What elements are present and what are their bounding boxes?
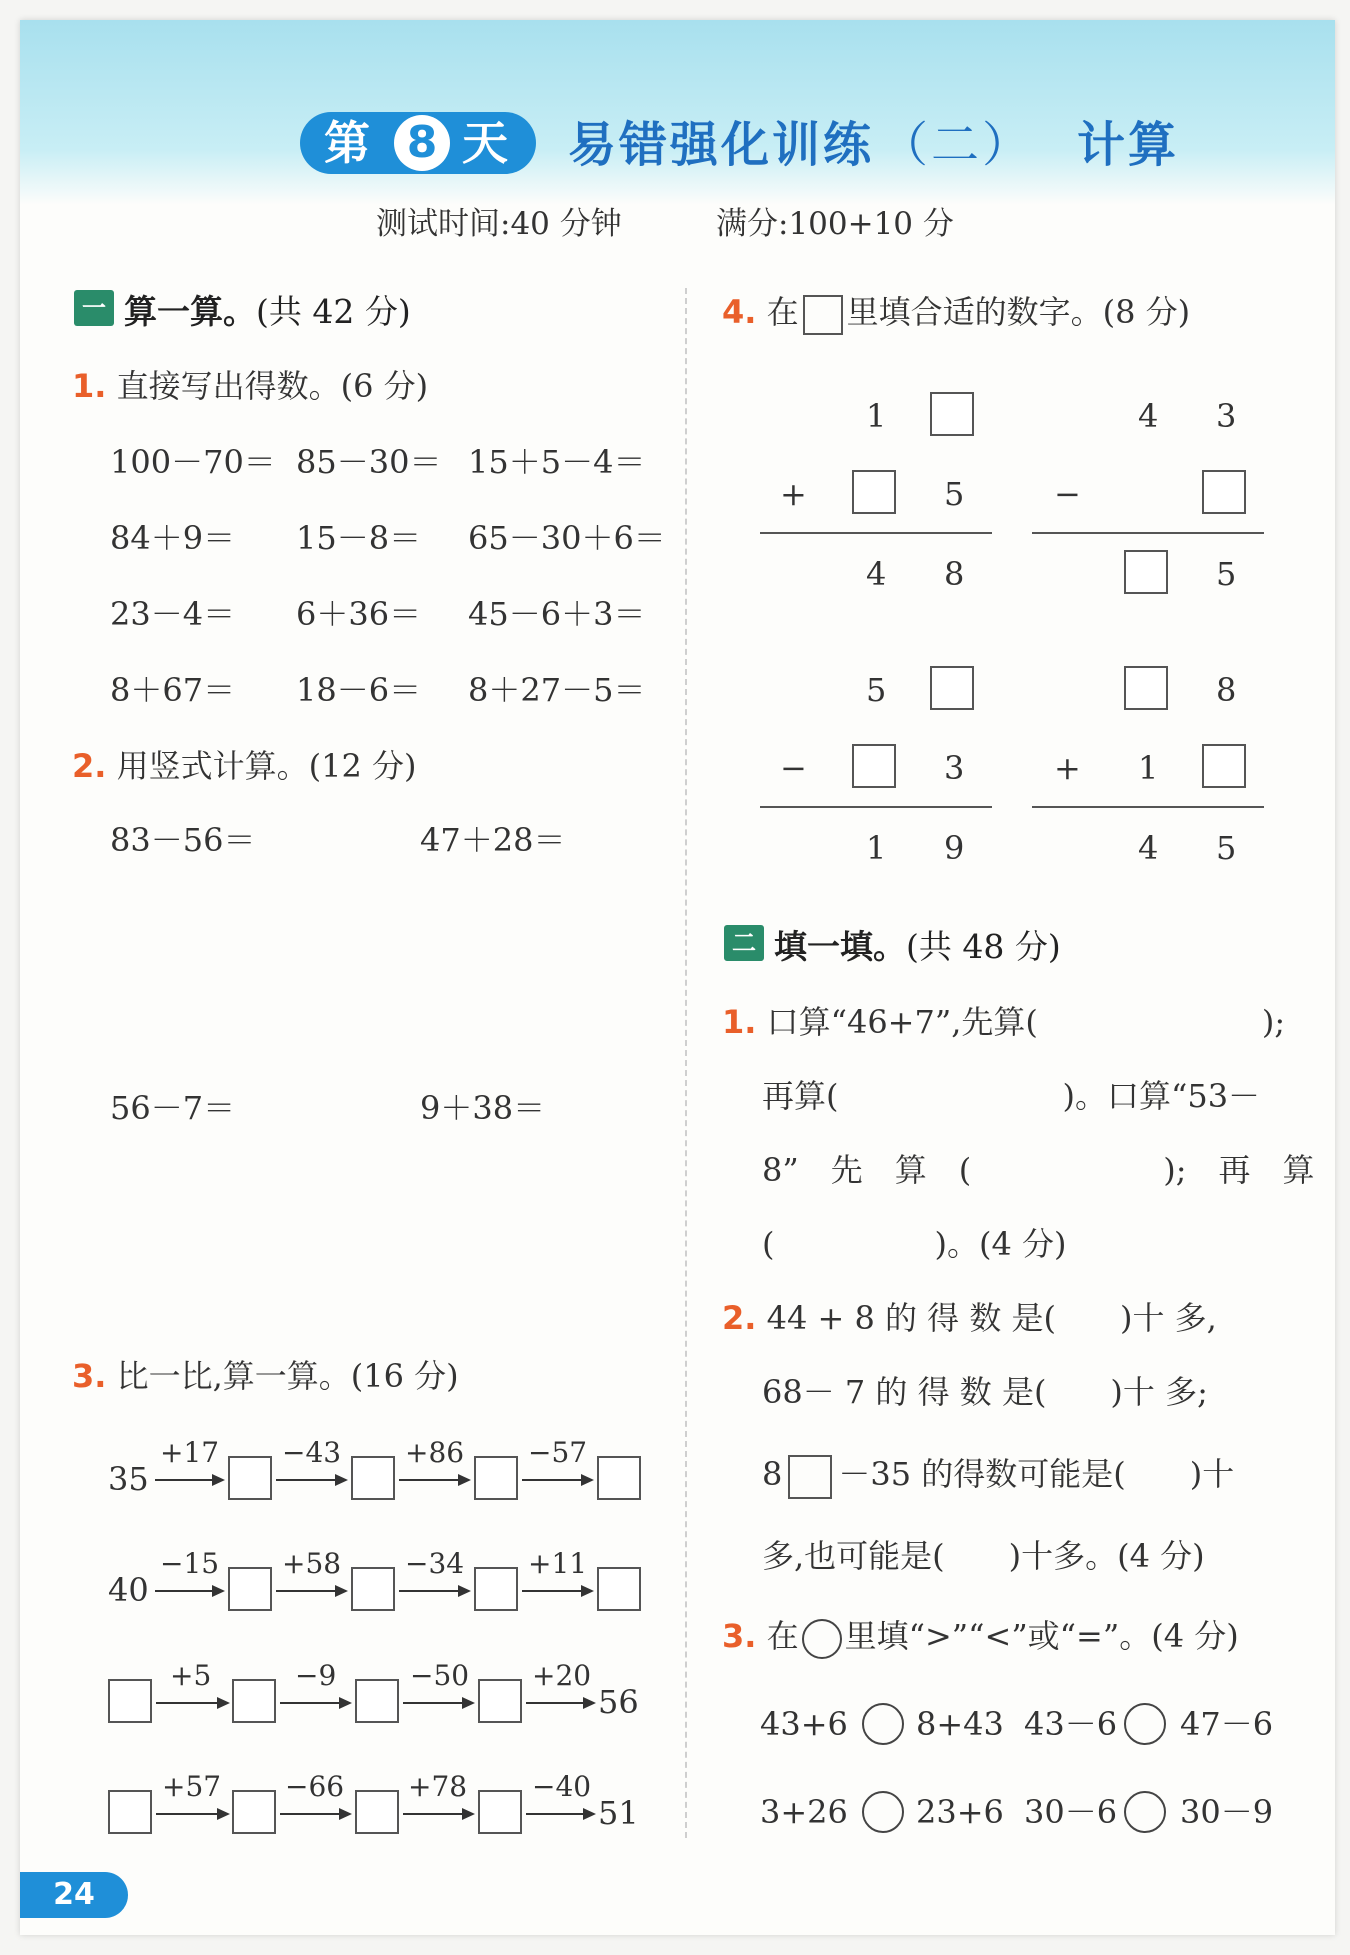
arrow (276, 1590, 346, 1592)
operator: + (1054, 749, 1081, 787)
answer-box[interactable] (351, 1567, 395, 1611)
day-badge-suffix: 天 (462, 116, 508, 170)
oral-item: 65－30＋6＝ (468, 519, 666, 557)
title-topic: 计算 (1077, 117, 1180, 173)
chain-op: −40 (532, 1770, 592, 1803)
vertical-item: 47＋28＝ (420, 821, 566, 859)
digit: 9 (944, 829, 965, 867)
section-two-icon: 二 (724, 925, 764, 961)
operator: − (1054, 475, 1081, 513)
chain-op: +11 (528, 1547, 588, 1580)
answer-box[interactable] (474, 1456, 518, 1500)
section-two-title-text: 填一填。 (774, 927, 906, 966)
vertical-item: 56－7＝ (110, 1089, 236, 1127)
compare-circle[interactable] (862, 1703, 904, 1745)
question-text-pre: 在 (766, 1617, 799, 1655)
chain-op: +58 (282, 1547, 342, 1580)
section-two-points: (共 48 分) (906, 927, 1061, 966)
question-2-1-line-1 (722, 1002, 1285, 1042)
chain-op: −57 (528, 1436, 588, 1469)
question-2-1-line-4: ( )。(4 分) (762, 1225, 1067, 1263)
oral-item: 84＋9＝ (110, 519, 236, 557)
answer-box[interactable] (228, 1567, 272, 1611)
test-time: 测试时间:40 分钟 (376, 206, 622, 242)
chain-op: +86 (405, 1436, 465, 1469)
oral-item: 8＋27－5＝ (468, 671, 646, 709)
oral-item: 8＋67＝ (110, 671, 236, 709)
oral-item: 23－4＝ (110, 595, 236, 633)
arrow (156, 1813, 228, 1815)
oral-item: 85－30＝ (296, 443, 442, 481)
arrow (522, 1590, 592, 1592)
compare-circle[interactable] (1124, 1703, 1166, 1745)
question-2-1-line-3: 8” 先 算 ( ); 再 算 (762, 1151, 1315, 1189)
compare-left: 30－6 (1024, 1793, 1118, 1831)
digit: 8 (1216, 671, 1237, 709)
question-number: 4. (722, 293, 757, 331)
question-text-post: 里填“>”“<”或“=”。(4 分) (844, 1617, 1239, 1655)
column-divider (685, 288, 687, 1838)
digit: 4 (866, 555, 887, 593)
answer-box[interactable] (108, 1679, 152, 1723)
chain-op: +78 (408, 1770, 468, 1803)
digit-box[interactable] (852, 470, 896, 514)
digit-box[interactable] (1124, 666, 1168, 710)
question-text: 44 + 8 的 得 数 是( )十 多, (766, 1299, 1217, 1337)
circle-symbol (802, 1619, 842, 1659)
section-one-title-text: 算一算。 (124, 292, 256, 331)
compare-right: 8+43 (916, 1705, 1004, 1743)
digit: 1 (1138, 749, 1159, 787)
answer-box[interactable] (597, 1567, 641, 1611)
day-number: 8 (394, 115, 450, 171)
chain-op: +17 (160, 1436, 220, 1469)
day-badge (300, 112, 536, 174)
question-1-2 (72, 746, 416, 786)
answer-box[interactable] (351, 1456, 395, 1500)
chain-end: 56 (598, 1683, 639, 1721)
chain-op: +20 (532, 1659, 592, 1692)
day-badge-prefix: 第 (324, 116, 370, 170)
question-1-4 (722, 292, 1190, 335)
question-number: 2. (722, 1299, 757, 1337)
arrow (276, 1479, 346, 1481)
compare-right: 47－6 (1180, 1705, 1274, 1743)
digit-box[interactable] (1202, 744, 1246, 788)
compare-left: 43+6 (760, 1705, 848, 1743)
question-text-pre: 在 (766, 293, 799, 331)
digit: 4 (1138, 829, 1159, 867)
arrow (403, 1813, 473, 1815)
section-two-title (774, 921, 1061, 968)
digit-box[interactable] (930, 392, 974, 436)
vertical-item: 83－56＝ (110, 821, 256, 859)
answer-box[interactable] (108, 1790, 152, 1834)
question-number: 1. (722, 1003, 757, 1041)
question-text: 用竖式计算。(12 分) (116, 747, 417, 785)
answer-box[interactable] (478, 1679, 522, 1723)
question-text: 比一比,算一算。(16 分) (116, 1357, 459, 1395)
arrow (399, 1590, 469, 1592)
oral-item: 45－6＋3＝ (468, 595, 646, 633)
digit: 1 (866, 397, 887, 435)
chain-end: 51 (598, 1794, 639, 1832)
digit: 5 (1216, 555, 1237, 593)
chain-op: −34 (405, 1547, 465, 1580)
title-main: 易错强化训练 (568, 117, 875, 173)
chain-start: 40 (108, 1571, 149, 1609)
digit: 3 (1216, 397, 1237, 435)
chain-op: −43 (282, 1436, 342, 1469)
section-one-icon: 一 (74, 290, 114, 326)
question-2-2-line-1 (722, 1298, 1217, 1338)
compare-right: 23+6 (916, 1793, 1004, 1831)
arrow (155, 1479, 223, 1481)
arrow (156, 1702, 228, 1704)
question-text-post: 里填合适的数字。(8 分) (846, 293, 1191, 331)
answer-box[interactable] (232, 1790, 276, 1834)
question-number: 3. (72, 1357, 107, 1395)
digit: 5 (866, 671, 887, 709)
chain-op: −50 (410, 1659, 470, 1692)
answer-box[interactable] (355, 1790, 399, 1834)
operator: − (780, 749, 807, 787)
question-2-2-line-3 (762, 1454, 1234, 1499)
compare-right: 30－9 (1180, 1793, 1274, 1831)
arrow (526, 1702, 594, 1704)
compare-left: 43－6 (1024, 1705, 1118, 1743)
oral-item: 15＋5－4＝ (468, 443, 646, 481)
answer-box[interactable] (478, 1790, 522, 1834)
sum-line (760, 532, 992, 534)
title-part: （二） (880, 117, 1034, 173)
oral-item: 6＋36＝ (296, 595, 422, 633)
digit-box[interactable] (1124, 550, 1168, 594)
answer-box[interactable] (232, 1679, 276, 1723)
compare-circle[interactable] (1124, 1791, 1166, 1833)
chain-op: +5 (170, 1659, 212, 1692)
digit-box[interactable] (852, 744, 896, 788)
oral-item: 18－6＝ (296, 671, 422, 709)
arrow (403, 1702, 473, 1704)
chain-start: 35 (108, 1460, 149, 1498)
digit: 3 (944, 749, 965, 787)
digit: 5 (944, 475, 965, 513)
arrow (155, 1590, 223, 1592)
page-number: 24 (20, 1872, 128, 1918)
vertical-item: 9＋38＝ (420, 1089, 546, 1127)
section-one-points: (共 42 分) (256, 292, 411, 331)
chain-op: −15 (160, 1547, 220, 1580)
digit-box[interactable] (930, 666, 974, 710)
question-number: 2. (72, 747, 107, 785)
operator: + (780, 475, 807, 513)
question-number: 1. (72, 367, 107, 405)
full-score: 满分:100+10 分 (716, 206, 954, 242)
digit: 8 (762, 1455, 783, 1493)
digit: 8 (944, 555, 965, 593)
section-one-title (124, 286, 411, 333)
question-2-3 (722, 1616, 1239, 1659)
page-title (568, 106, 1179, 175)
arrow (526, 1813, 594, 1815)
arrow (280, 1702, 350, 1704)
answer-box[interactable] (228, 1456, 272, 1500)
answer-box[interactable] (474, 1567, 518, 1611)
question-1-1 (72, 366, 428, 406)
oral-item: 15－8＝ (296, 519, 422, 557)
compare-left: 3+26 (760, 1793, 848, 1831)
sum-line (1032, 806, 1264, 808)
arrow (522, 1479, 592, 1481)
digit-box[interactable] (788, 1455, 832, 1499)
digit-box[interactable] (1202, 470, 1246, 514)
question-text: －35 的得数可能是( )十 (838, 1455, 1235, 1493)
oral-item: 100－70＝ (110, 443, 276, 481)
digit: 1 (866, 829, 887, 867)
question-2-2-line-4: 多,也可能是( )十多。(4 分) (762, 1537, 1205, 1575)
question-1-3 (72, 1356, 459, 1396)
answer-box[interactable] (355, 1679, 399, 1723)
sum-line (1032, 532, 1264, 534)
arrow (280, 1813, 350, 1815)
question-2-2-line-2: 68－ 7 的 得 数 是( )十 多; (762, 1373, 1208, 1411)
question-text: 口算“46+7”,先算( ); (766, 1003, 1286, 1041)
digit: 4 (1138, 397, 1159, 435)
chain-op: −66 (285, 1770, 345, 1803)
chain-op: +57 (162, 1770, 222, 1803)
compare-circle[interactable] (862, 1791, 904, 1833)
question-text: 直接写出得数。(6 分) (116, 367, 429, 405)
digit: 5 (1216, 829, 1237, 867)
question-number: 3. (722, 1617, 757, 1655)
question-2-1-line-2: 再算( )。口算“53－ (762, 1077, 1261, 1115)
chain-op: −9 (295, 1659, 337, 1692)
arrow (399, 1479, 469, 1481)
box-symbol (803, 295, 843, 335)
answer-box[interactable] (597, 1456, 641, 1500)
sum-line (760, 806, 992, 808)
